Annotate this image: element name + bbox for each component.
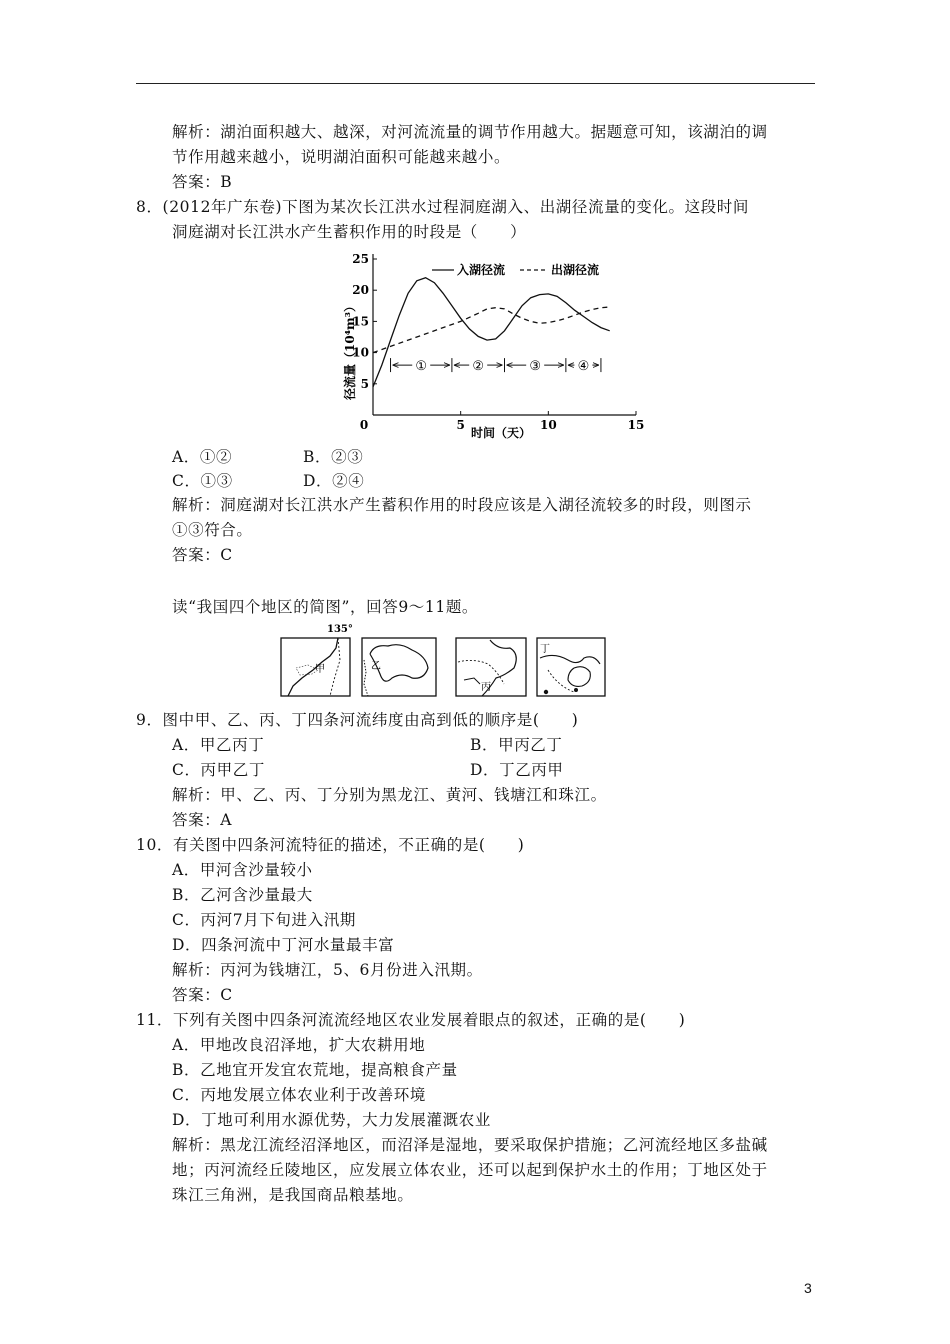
- q8-stem-line1: 8．(2012年广东卷)下图为某次长江洪水过程洞庭湖入、出湖径流量的变化。这段时间: [136, 198, 750, 216]
- q11-option-c: C．丙地发展立体农业利于改善环境: [172, 1086, 426, 1104]
- legend-outflow: 出湖径流: [551, 263, 600, 277]
- q8-analysis-line2: ①③符合。: [172, 521, 253, 539]
- y-tick-label: 10: [352, 345, 369, 360]
- map-label-jia: 甲: [315, 664, 325, 675]
- q10-stem: 10．有关图中四条河流特征的描述，不正确的是( ): [136, 836, 525, 854]
- q8-option-b: B．②③: [303, 448, 364, 466]
- outflow-line: [373, 307, 610, 353]
- meridian-label: 135°: [327, 624, 353, 635]
- q8-answer: 答案：C: [172, 546, 233, 564]
- header-rule: [136, 83, 815, 84]
- prev-analysis-line1: 解析：湖泊面积越大、越深，对河流流量的调节作用越大。据题意可知，该湖泊的调: [172, 123, 768, 141]
- x-tick-label: 15: [627, 418, 645, 432]
- y-tick-label: 5: [360, 376, 369, 391]
- x-tick-label: 5: [456, 418, 465, 432]
- inflow-line: [373, 278, 610, 387]
- x-tick-label: 10: [539, 418, 557, 432]
- period-label: ①: [415, 359, 428, 375]
- q9-stem: 9．图中甲、乙、丙、丁四条河流纬度由高到低的顺序是( ): [136, 711, 579, 729]
- map-label-bing: 丙: [481, 682, 491, 693]
- y-tick-label: 15: [352, 314, 369, 329]
- q9-answer: 答案：A: [172, 811, 233, 829]
- q9-option-a: A．甲乙丙丁: [172, 736, 265, 754]
- prev-answer: 答案：B: [172, 173, 233, 191]
- q11-analysis-line3: 珠江三角洲，是我国商品粮基地。: [172, 1186, 414, 1204]
- map-label-yi: 乙: [371, 661, 381, 672]
- q9-option-b: B．甲丙乙丁: [470, 736, 563, 754]
- q8-analysis-line1: 解析：洞庭湖对长江洪水产生蓄积作用的时段应该是入湖径流较多的时段，则图示: [172, 496, 752, 514]
- q9-analysis: 解析：甲、乙、丙、丁分别为黑龙江、黄河、钱塘江和珠江。: [172, 786, 607, 804]
- q11-option-a: A．甲地改良沼泽地，扩大农耕用地: [172, 1036, 426, 1054]
- map-label-ding: 丁: [540, 644, 550, 655]
- q10-option-a: A．甲河含沙量较小: [172, 861, 313, 879]
- q8-option-d: D．②④: [303, 472, 365, 490]
- four-region-maps: [278, 620, 610, 700]
- q9-option-d: D．丁乙丙甲: [470, 761, 564, 779]
- q8-option-c: C．①③: [172, 472, 233, 490]
- q8-option-a: A．①②: [172, 448, 233, 466]
- q11-option-b: B．乙地宜开发宜农荒地，提高粮食产量: [172, 1061, 458, 1079]
- q10-analysis: 解析：丙河为钱塘江，5、6月份进入汛期。: [172, 961, 483, 979]
- q11-analysis-line2: 地；丙河流经丘陵地区，应发展立体农业，还可以起到保护水土的作用；丁地区处于: [172, 1161, 768, 1179]
- q10-option-c: C．丙河7月下旬进入汛期: [172, 911, 356, 929]
- map-bing: [456, 638, 526, 696]
- q11-option-d: D．丁地可利用水源优势，大力发展灌溉农业: [172, 1111, 491, 1129]
- maps-intro: 读“我国四个地区的简图”，回答9～11题。: [172, 598, 479, 616]
- runoff-chart: [330, 250, 650, 442]
- y-tick-label: 25: [352, 252, 369, 266]
- q9-option-c: C．丙甲乙丁: [172, 761, 265, 779]
- q11-analysis-line1: 解析：黑龙江流经沼泽地区，而沼泽是湿地，要采取保护措施；乙河流经地区多盐碱: [172, 1136, 768, 1154]
- period-label: ②: [472, 359, 485, 375]
- q10-option-d: D．四条河流中丁河水量最丰富: [172, 936, 395, 954]
- period-label: ④: [577, 359, 590, 375]
- x-axis-label: 时间（天）: [470, 426, 532, 440]
- x-tick-label: 0: [359, 418, 369, 432]
- y-axis-label: 径流量（10⁴m³）: [343, 300, 357, 400]
- q8-stem-line2: 洞庭湖对长江洪水产生蓄积作用的时段是（ ）: [172, 223, 527, 241]
- y-tick-label: 20: [352, 283, 369, 298]
- prev-analysis-line2: 节作用越来越小，说明湖泊面积可能越来越小。: [172, 148, 511, 166]
- q11-stem: 11．下列有关图中四条河流流经地区农业发展着眼点的叙述，正确的是( ): [136, 1011, 686, 1029]
- page-number: 3: [804, 1280, 812, 1296]
- q10-answer: 答案：C: [172, 986, 233, 1004]
- legend-inflow: 入湖径流: [457, 263, 506, 277]
- q10-option-b: B．乙河含沙量最大: [172, 886, 313, 904]
- period-label: ③: [529, 359, 542, 375]
